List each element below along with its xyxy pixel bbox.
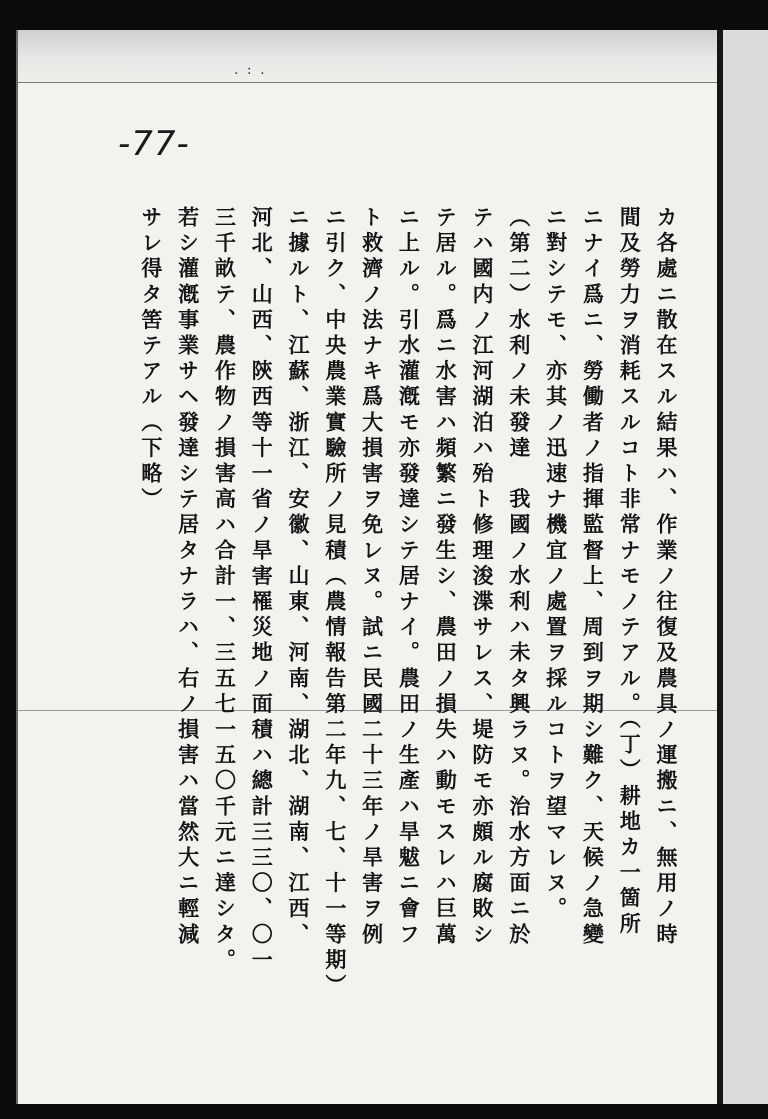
text-column-6: テハ國内ノ江河湖泊ハ殆ト修理浚渫サレス、堤防モ亦頗ル腐敗シ: [470, 206, 496, 949]
paper-sheet: [16, 30, 768, 1104]
text-column-12: 河北、山西、陝西等十一省ノ旱害罹災地ノ面積ハ總計三三〇、〇一: [249, 206, 275, 974]
top-marker: . : .: [234, 62, 267, 78]
text-column-9: ト救濟ノ法ナキ爲大損害ヲ免レヌ。試ニ民國二十三年ノ旱害ヲ例: [359, 206, 385, 949]
top-rule: [18, 82, 768, 83]
top-margin-strip: [18, 30, 768, 82]
body-text-vertical: [104, 206, 684, 1026]
text-column-15: サレ得タ筈テアル（下略）: [138, 206, 164, 514]
page-number: -77-: [118, 124, 190, 164]
text-column-2: 間及勞力ヲ消耗スルコト非常ナモノテアル。（丁）耕地カ一箇所: [617, 206, 643, 938]
text-column-5: （第二）水利ノ未發達 我國ノ水利ハ未タ興ラヌ。治水方面ニ於: [506, 206, 532, 949]
text-column-3: ニナイ爲ニ、勞働者ノ指揮監督上、周到ヲ期シ難ク、天候ノ急變: [580, 206, 606, 949]
text-column-4: ニ對シテモ、亦其ノ迅速ナ機宜ノ處置ヲ採ルコトヲ望マレヌ。: [543, 206, 569, 923]
text-column-7: テ居ル。爲ニ水害ハ頻繁ニ發生シ、農田ノ損失ハ動モスレハ巨萬: [433, 206, 459, 949]
text-column-14: 若シ灌漑事業サヘ發達シテ居タナラハ、右ノ損害ハ當然大ニ輕減: [175, 206, 201, 949]
text-column-10: ニ引ク、中央農業實驗所ノ見積（農情報告第二年九、七、十一等期）: [322, 206, 348, 1000]
text-column-11: ニ據ルト、江蘇、浙江、安徽、山東、河南、湖北、湖南、江西、: [286, 206, 312, 949]
text-column-1: カ各處ニ散在スル結果ハ、作業ノ往復及農具ノ運搬ニ、無用ノ時: [654, 206, 679, 949]
adjacent-page-edge: [723, 30, 768, 1104]
text-column-13: 三千畝テ、農作物ノ損害高ハ合計一、三五七一五〇千元ニ達シタ。: [212, 206, 238, 974]
text-column-8: ニ上ル。引水灌漑モ亦發達シテ居ナイ。農田ノ生產ハ旱魃ニ會フ: [396, 206, 422, 949]
